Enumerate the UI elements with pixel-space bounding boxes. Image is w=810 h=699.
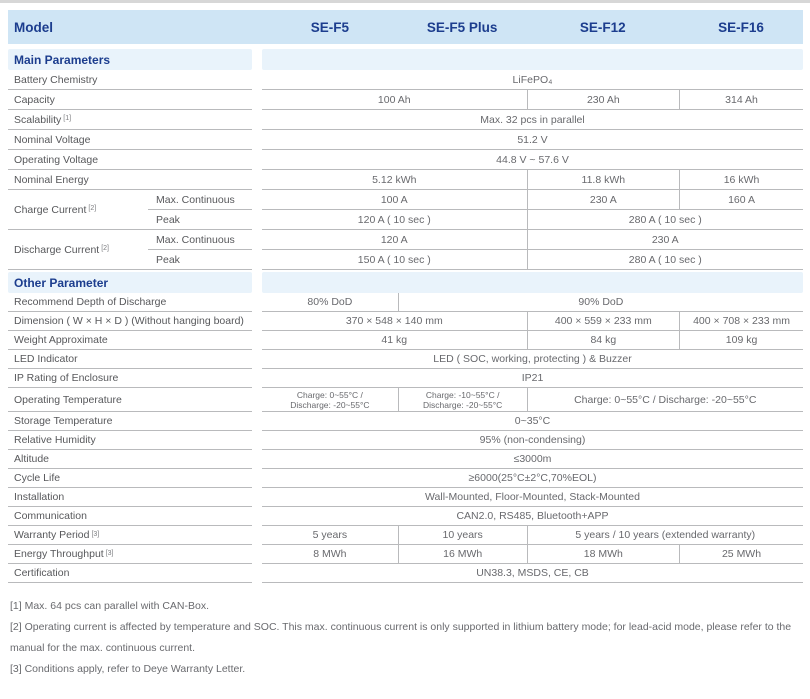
row-label: Discharge Current [2] bbox=[8, 230, 148, 270]
spec-row bbox=[8, 170, 803, 190]
spec-row-values bbox=[262, 110, 803, 130]
footnote-ref: [3] bbox=[105, 549, 114, 557]
spec-value-line: Discharge: -20~55°C bbox=[290, 399, 370, 410]
row-label: Scalability [1] bbox=[8, 110, 252, 130]
spec-value-cell: 5 years bbox=[262, 526, 398, 545]
model-column-header: SE-F12 bbox=[579, 19, 626, 35]
row-label: Storage Temperature bbox=[8, 412, 252, 431]
footnote: [2] Operating current is affected by temperature and SOC. This max. continuous current is only supported in lithium battery mode; for lead-acid mode, please refer to the manual for the max. continuous current. bbox=[10, 621, 792, 654]
row-label: Dimension ( W × H × D ) (Without hanging board) bbox=[8, 312, 252, 331]
spec-row bbox=[8, 507, 803, 526]
spec-value-cell: 280 A ( 10 sec ) bbox=[527, 210, 803, 230]
spec-value-cell: 230 A bbox=[527, 190, 680, 210]
row-group-values bbox=[262, 230, 803, 270]
section-title: Main Parameters bbox=[8, 49, 252, 70]
spec-value-cell: 8 MWh bbox=[262, 545, 398, 564]
spec-value-cell: 90% DoD bbox=[398, 293, 803, 312]
spec-row-values bbox=[262, 312, 803, 331]
spec-value-cell: 100 A bbox=[262, 190, 527, 210]
spec-row bbox=[8, 545, 803, 564]
row-label: Warranty Period [3] bbox=[8, 526, 252, 545]
spec-row-values bbox=[262, 130, 803, 150]
spec-value-cell: 44.8 V ~ 57.6 V bbox=[262, 150, 803, 170]
model-header-row bbox=[8, 10, 803, 44]
spec-value-cell: 25 MWh bbox=[679, 545, 803, 564]
footnotes bbox=[8, 596, 803, 680]
spec-row-values bbox=[262, 293, 803, 312]
spec-value-line: Charge: 0~55°C / bbox=[296, 389, 363, 400]
spec-row-values bbox=[262, 331, 803, 350]
spec-value-cell bbox=[398, 388, 527, 412]
spec-row bbox=[8, 70, 803, 90]
spec-row bbox=[8, 293, 803, 312]
model-column-header: SE-F16 bbox=[718, 19, 764, 35]
spec-row-values bbox=[262, 412, 803, 431]
row-label: Communication bbox=[8, 507, 252, 526]
section-header bbox=[8, 272, 803, 293]
row-label: Operating Temperature bbox=[8, 388, 252, 412]
spec-value-cell: 400 × 708 × 233 mm bbox=[679, 312, 803, 331]
spec-row bbox=[8, 350, 803, 369]
spec-value-cell: UN38.3, MSDS, CE, CB bbox=[262, 564, 803, 583]
footnote: [3] Conditions apply, refer to Deye Warranty Letter. bbox=[10, 663, 246, 675]
footnote-ref: [1] bbox=[63, 115, 72, 122]
spec-value-cell: Charge: 0~55°C / Discharge: -20~55°C bbox=[527, 388, 803, 412]
row-sublabel: Max. Continuous bbox=[148, 190, 252, 210]
row-label: Nominal Voltage bbox=[8, 130, 252, 150]
spec-row bbox=[8, 312, 803, 331]
spec-row-values bbox=[262, 350, 803, 369]
section-header-fill bbox=[262, 49, 803, 70]
spec-value-cell: 10 years bbox=[398, 526, 527, 545]
spec-row bbox=[8, 110, 803, 130]
spec-value-cell: 16 MWh bbox=[398, 545, 527, 564]
row-label: Operating Voltage bbox=[8, 150, 252, 170]
footnote: [1] Max. 64 pcs can parallel with CAN-Box. bbox=[10, 600, 209, 612]
spec-value-cell: 0~35°C bbox=[262, 412, 803, 431]
model-header-label: Model bbox=[14, 19, 53, 35]
spec-value-cell: ≥6000(25°C±2°C,70%EOL) bbox=[262, 469, 803, 488]
spec-row-values bbox=[262, 450, 803, 469]
spec-subrow bbox=[262, 190, 803, 210]
spec-row-values bbox=[262, 369, 803, 388]
spec-value-cell: ≤3000m bbox=[262, 450, 803, 469]
spec-value-cell: 120 A bbox=[262, 230, 527, 250]
section-header-fill bbox=[262, 272, 803, 293]
spec-table-body bbox=[8, 49, 803, 583]
spec-row-values bbox=[262, 507, 803, 526]
spec-value-cell: LED ( SOC, working, protecting ) & Buzzer bbox=[262, 350, 803, 369]
spec-row-values bbox=[262, 70, 803, 90]
spec-row-group bbox=[8, 190, 803, 230]
spec-value-cell: 120 A ( 10 sec ) bbox=[262, 210, 527, 230]
row-label: LED Indicator bbox=[8, 350, 252, 369]
row-sublabels bbox=[148, 190, 252, 230]
spec-subrow bbox=[262, 230, 803, 250]
spec-value-cell: 80% DoD bbox=[262, 293, 398, 312]
spec-row bbox=[8, 130, 803, 150]
row-label: Relative Humidity bbox=[8, 431, 252, 450]
row-sublabel: Peak bbox=[156, 213, 180, 226]
spec-row-values bbox=[262, 90, 803, 110]
spec-value-cell: 95% (non-condensing) bbox=[262, 431, 803, 450]
spec-row-values bbox=[262, 488, 803, 507]
row-sublabels bbox=[148, 230, 252, 270]
spec-row bbox=[8, 331, 803, 350]
spec-row-values bbox=[262, 545, 803, 564]
section-header bbox=[8, 49, 803, 70]
spec-row-values bbox=[262, 150, 803, 170]
page-top-edge bbox=[0, 0, 810, 3]
spec-value-cell: 230 Ah bbox=[527, 90, 680, 110]
row-label: IP Rating of Enclosure bbox=[8, 369, 252, 388]
spec-row bbox=[8, 90, 803, 110]
spec-row bbox=[8, 412, 803, 431]
spec-value-cell: 84 kg bbox=[527, 331, 680, 350]
footnote-ref: [3] bbox=[91, 530, 100, 538]
spec-row-values bbox=[262, 564, 803, 583]
spec-row bbox=[8, 150, 803, 170]
spec-value-cell: 314 Ah bbox=[679, 90, 803, 110]
spec-row bbox=[8, 469, 803, 488]
row-label: Nominal Energy bbox=[8, 170, 252, 190]
spec-row bbox=[8, 450, 803, 469]
spec-value-line: Discharge: -20~55°C bbox=[423, 399, 503, 410]
row-label: Installation bbox=[8, 488, 252, 507]
spec-row-group bbox=[8, 230, 803, 270]
row-sublabel: Max. Continuous bbox=[148, 230, 252, 250]
spec-row-values bbox=[262, 431, 803, 450]
spec-value-cell: LiFePO₄ bbox=[262, 70, 803, 90]
model-column-header: SE-F5 bbox=[310, 19, 350, 35]
row-label: Charge Current [2] bbox=[8, 190, 148, 230]
spec-subrow bbox=[262, 250, 803, 270]
spec-value-cell bbox=[262, 388, 398, 412]
spec-value-line: Charge: -10~55°C / bbox=[425, 389, 500, 400]
row-label: Recommend Depth of Discharge bbox=[8, 293, 252, 312]
row-sublabel: Peak bbox=[156, 253, 180, 266]
spec-value-cell: 160 A bbox=[679, 190, 803, 210]
spec-row-values bbox=[262, 170, 803, 190]
spec-value-cell: CAN2.0, RS485, Bluetooth+APP bbox=[262, 507, 803, 526]
spec-value-cell: Wall-Mounted, Floor-Mounted, Stack-Mounted bbox=[262, 488, 803, 507]
spec-value-cell: 51.2 V bbox=[262, 130, 803, 150]
row-label: Capacity bbox=[8, 90, 252, 110]
spec-value-cell: 41 kg bbox=[262, 331, 527, 350]
spec-value-cell: 5 years / 10 years (extended warranty) bbox=[527, 526, 803, 545]
spec-value-cell: 11.8 kWh bbox=[527, 170, 680, 190]
spec-subrow bbox=[262, 210, 803, 230]
model-columns bbox=[262, 10, 803, 44]
spec-row bbox=[8, 564, 803, 583]
section-title: Other Parameter bbox=[8, 272, 252, 293]
row-label: Battery Chemistry bbox=[8, 70, 252, 90]
row-label: Certification bbox=[8, 564, 252, 583]
spec-row-values bbox=[262, 469, 803, 488]
footnote-ref: [2] bbox=[101, 245, 109, 252]
spec-value-cell: IP21 bbox=[262, 369, 803, 388]
spec-row-values bbox=[262, 526, 803, 545]
footnote-ref: [2] bbox=[88, 205, 97, 212]
spec-value-cell: 150 A ( 10 sec ) bbox=[262, 250, 527, 270]
spec-value-cell: 280 A ( 10 sec ) bbox=[527, 250, 803, 270]
row-group-values bbox=[262, 190, 803, 230]
spec-row-values bbox=[262, 388, 803, 412]
spec-value-cell: 370 × 548 × 140 mm bbox=[262, 312, 527, 331]
spec-value-cell: 100 Ah bbox=[262, 90, 527, 110]
spec-row bbox=[8, 526, 803, 545]
spec-row bbox=[8, 488, 803, 507]
spec-value-cell: 400 × 559 × 233 mm bbox=[527, 312, 680, 331]
spec-row bbox=[8, 369, 803, 388]
spec-row bbox=[8, 388, 803, 412]
spec-value-cell: Max. 32 pcs in parallel bbox=[262, 110, 803, 130]
row-label: Altitude bbox=[8, 450, 252, 469]
spec-row bbox=[8, 431, 803, 450]
spec-value-cell: 5.12 kWh bbox=[262, 170, 527, 190]
row-label: Cycle Life bbox=[8, 469, 252, 488]
spec-value-cell: 16 kWh bbox=[679, 170, 803, 190]
model-column-header: SE-F5 Plus bbox=[426, 19, 498, 35]
row-label: Weight Approximate bbox=[8, 331, 252, 350]
spec-value-cell: 109 kg bbox=[679, 331, 803, 350]
row-label: Energy Throughput [3] bbox=[8, 545, 252, 564]
spec-value-cell: 230 A bbox=[527, 230, 803, 250]
spec-value-cell: 18 MWh bbox=[527, 545, 680, 564]
